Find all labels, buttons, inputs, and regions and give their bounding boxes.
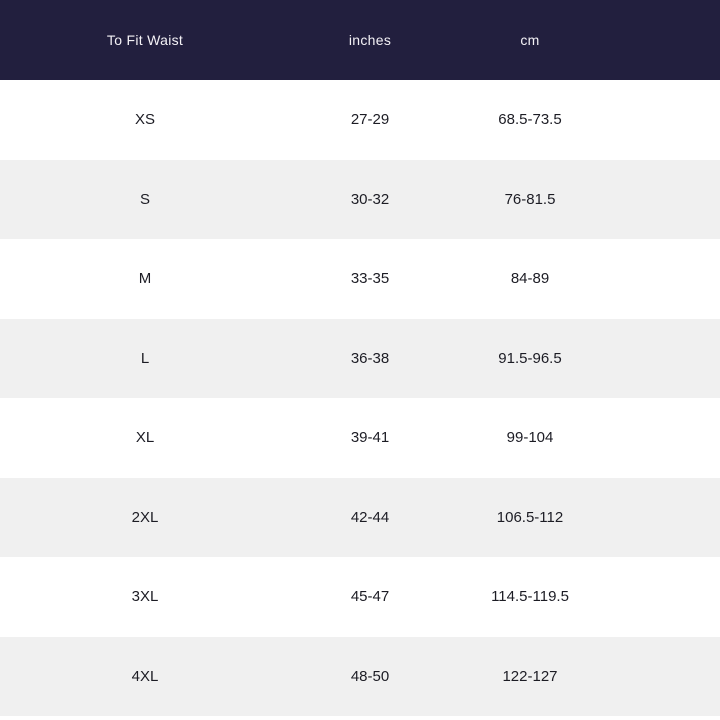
table-header-row: [0, 0, 720, 80]
cell-cm: 106.5-112: [496, 508, 564, 526]
cell-inches: 33-35: [350, 270, 390, 288]
cell-size: M: [138, 270, 152, 288]
cell-cm: 84-89: [510, 270, 550, 288]
cell-spacer: [610, 557, 720, 637]
cell-spacer: [610, 80, 720, 160]
cell-size: XL: [135, 429, 155, 447]
table-body: [0, 80, 720, 716]
cell-inches: 39-41: [350, 429, 390, 447]
column-header-spacer: [610, 0, 720, 80]
column-header-inches: inches: [348, 32, 392, 48]
cell-size: L: [140, 349, 150, 367]
cell-size: 4XL: [131, 667, 159, 685]
table-row: [0, 557, 720, 637]
cell-size: XS: [134, 111, 155, 129]
cell-inches: 48-50: [350, 667, 390, 685]
table-row: [0, 80, 720, 160]
cell-cm: 68.5-73.5: [498, 111, 562, 129]
cell-spacer: [610, 398, 720, 478]
cell-cm: 99-104: [506, 429, 554, 447]
table-row: [0, 239, 720, 319]
cell-inches: 30-32: [350, 190, 390, 208]
cell-spacer: [610, 478, 720, 558]
cell-size: S: [139, 190, 150, 208]
cell-cm: 114.5-119.5: [491, 588, 569, 606]
cell-inches: 45-47: [350, 588, 390, 606]
table-row: [0, 398, 720, 478]
column-header-cm: cm: [520, 32, 540, 48]
table-row: [0, 319, 720, 399]
cell-size: 3XL: [131, 588, 159, 606]
column-header-to-fit-waist: To Fit Waist: [106, 32, 184, 48]
cell-inches: 27-29: [350, 111, 390, 129]
cell-spacer: [610, 239, 720, 319]
cell-cm: 91.5-96.5: [498, 349, 562, 367]
cell-spacer: [610, 160, 720, 240]
cell-cm: 122-127: [502, 667, 558, 685]
table-row: [0, 637, 720, 717]
cell-inches: 36-38: [350, 349, 390, 367]
cell-inches: 42-44: [350, 508, 390, 526]
cell-cm: 76-81.5: [504, 190, 556, 208]
cell-size: 2XL: [131, 508, 159, 526]
table-row: [0, 160, 720, 240]
table-row: [0, 478, 720, 558]
cell-spacer: [610, 319, 720, 399]
cell-spacer: [610, 637, 720, 717]
table-header: [0, 0, 720, 80]
